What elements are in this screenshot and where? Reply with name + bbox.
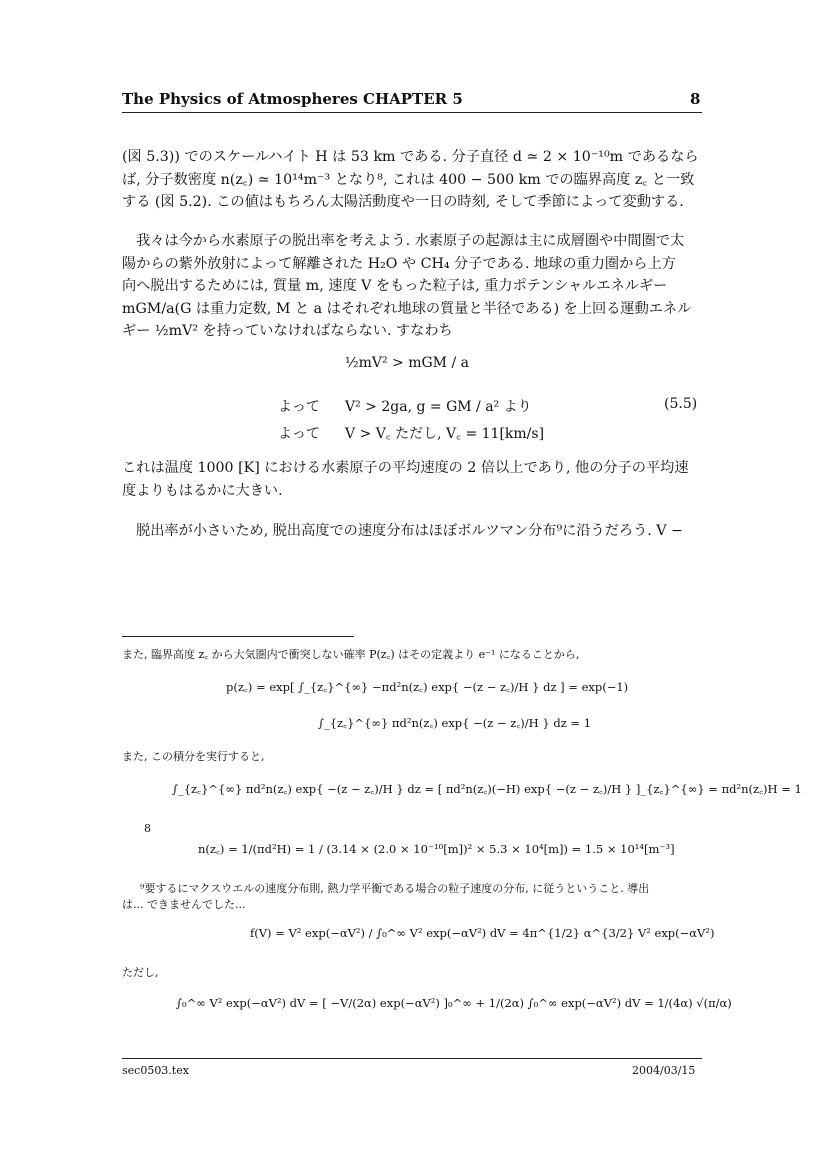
- paragraph-4: [122, 520, 702, 543]
- paragraph-3-line-1: これは温度 1000 [K] における水素原子の平均速度の 2 倍以上であり, 他の分子の平均速: [122, 460, 689, 476]
- equation-line-2-prefix: よって: [278, 399, 320, 415]
- paragraph-2-line-3: 向へ脱出するためには, 質量 m, 速度 V をもった粒子は, 重力ポテンシャルエネルギー: [122, 278, 668, 294]
- paragraph-2-line-2: 陽からの紫外放射によって解離された H₂O や CH₄ 分子である. 地球の重力圏から上方: [122, 255, 676, 272]
- footnote-9-equation-1: f(V) = V² exp(−αV²) / ∫₀^∞ V² exp(−αV²) dV = 4π^{1/2} α^{3/2} V² exp(−αV²): [250, 926, 715, 940]
- footer-date: 2004/03/15: [632, 1064, 696, 1077]
- footnote-8-marker: 8: [144, 822, 151, 835]
- footnote-8-equation-1: p(z꜀) = exp[ ∫_{z꜀}^{∞} −πd²n(z꜀) exp{ −(z − z꜀)/H } dz ] = exp(−1): [226, 680, 629, 694]
- paragraph-2: [122, 230, 702, 343]
- footnote-8-equation-2: ∫_{z꜀}^{∞} πd²n(z꜀) exp{ −(z − z꜀)/H } dz = 1: [318, 716, 592, 730]
- footnote-8-intro: また, 臨界高度 z꜀ から大気圏内で衝突しない確率 P(z꜀) はその定義より e⁻¹ になることから,: [122, 648, 580, 661]
- paragraph-2-line-4: mGM/a(G は重力定数, M と a はそれぞれ地球の質量と半径である) を上回る運動エネル: [122, 300, 692, 317]
- footer-filename: sec0503.tex: [122, 1064, 189, 1077]
- paragraph-4-line-1: 脱出率が小さいため, 脱出高度での速度分布はほぼボルツマン分布⁹に沿うだろう. V −: [136, 523, 683, 539]
- footnote-8-equation-4: n(z꜀) = 1/(πd²H) = 1 / (3.14 × (2.0 × 10⁻¹⁰[m])² × 5.3 × 10⁴[m]) = 1.5 × 10¹⁴[m⁻³]: [198, 842, 675, 856]
- equation-line-3: V > V꜀ ただし, V꜀ = 11[km/s]: [345, 426, 545, 442]
- footnote-rule: [122, 636, 354, 637]
- equation-line-1: ½mV² > mGM / a: [345, 355, 469, 371]
- header-rule: [122, 112, 702, 113]
- equation-line-2: V² > 2ga, g = GM / a² より: [345, 399, 532, 415]
- footer-rule: [122, 1058, 702, 1059]
- footnote-9-text-line-2: は... できませんでした...: [122, 898, 246, 911]
- paragraph-2-line-5: ギー ½mV² を持っていなければならない. すなわち: [122, 323, 453, 339]
- paragraph-1-line-2: ば, 分子数密度 n(z꜀) ≃ 10¹⁴m⁻³ となり⁸, これは 400 − 500 km での臨界高度 z꜀ と一致: [122, 171, 695, 188]
- footnote-8-middle-text: また, この積分を実行すると,: [122, 750, 265, 763]
- equation-number: (5.5): [664, 396, 698, 412]
- footnote-9-text-line-1: ⁹要するにマクスウエルの速度分布則, 熱力学平衡である場合の粒子速度の分布, に従うということ. 導出: [140, 882, 650, 895]
- paragraph-2-line-1: 我々は今から水素原子の脱出率を考えよう. 水素原子の起源は主に成層圏や中間圏で太: [136, 233, 685, 249]
- paragraph-3-line-2: 度よりもはるかに大きい.: [122, 482, 283, 499]
- page-number: 8: [690, 90, 701, 108]
- paragraph-1: [122, 146, 702, 214]
- equation-line-3-prefix: よって: [278, 426, 320, 442]
- paragraph-1-line-3: する (図 5.2). この値はもちろん太陽活動度や一日の時刻, そして季節によって変動する.: [122, 194, 684, 210]
- paragraph-3: [122, 457, 702, 502]
- footnote-8-equation-3: ∫_{z꜀}^{∞} πd²n(z꜀) exp{ −(z − z꜀)/H } dz = [ πd²n(z꜀)(−H) exp{ −(z − z꜀)/H } ]_{z꜀}^{∞} = πd²n(z꜀)H = 1: [172, 782, 802, 796]
- footnote-9-tadashi: ただし,: [122, 966, 159, 979]
- running-header-title: The Physics of Atmospheres CHAPTER 5: [122, 90, 463, 108]
- footnote-9-equation-2: ∫₀^∞ V² exp(−αV²) dV = [ −V/(2α) exp(−αV²) ]₀^∞ + 1/(2α) ∫₀^∞ exp(−αV²) dV = 1/(4α) √(π/α): [176, 996, 732, 1010]
- paragraph-1-line-1: (図 5.3)) でのスケールハイト H は 53 km である. 分子直径 d ≃ 2 × 10⁻¹⁰m であるなら: [122, 149, 699, 165]
